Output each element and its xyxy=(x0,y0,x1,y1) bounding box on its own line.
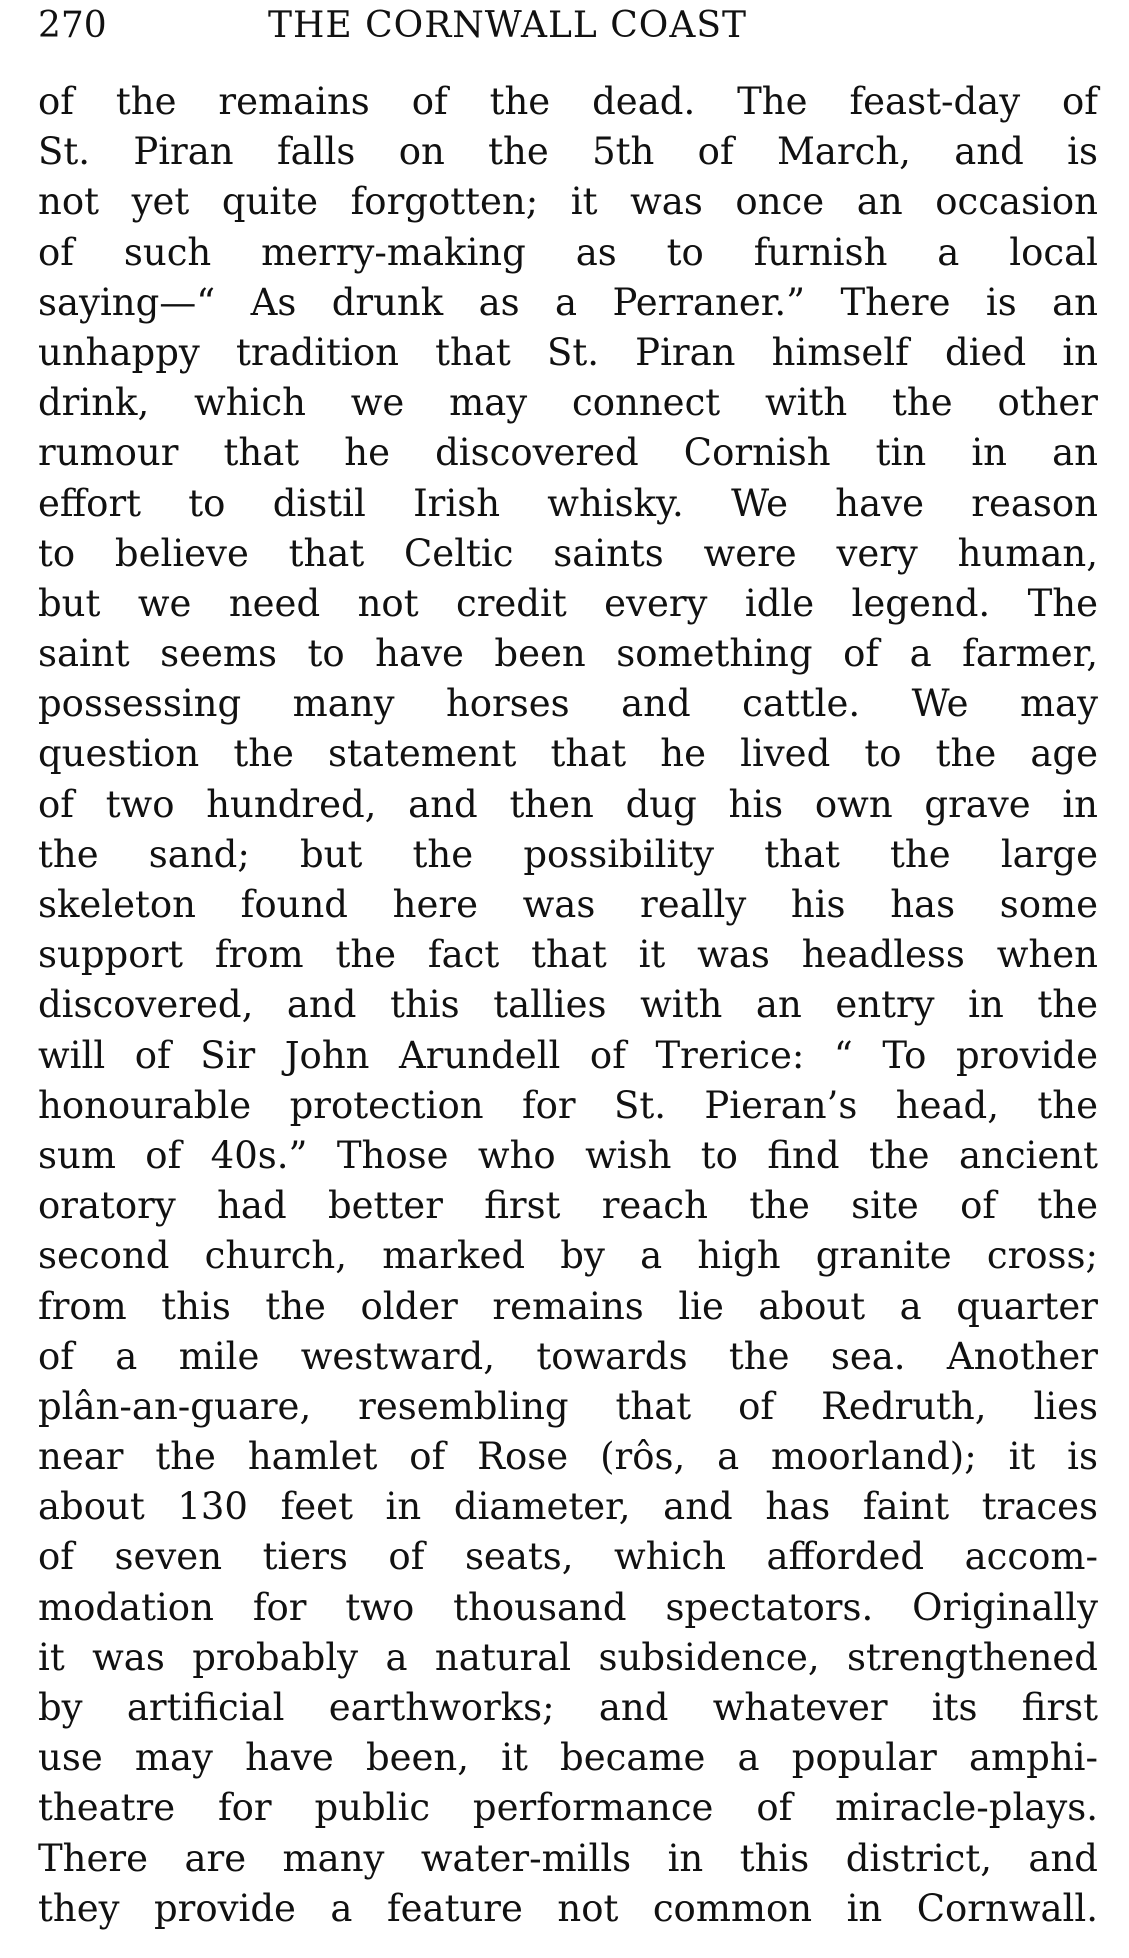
text-line: of two hundred, and then dug his own grave in xyxy=(38,782,1098,826)
text-line: they provide a feature not common in Cornwall. xyxy=(38,1886,1098,1930)
text-line: second church, marked by a high granite cross; xyxy=(38,1234,1098,1278)
text-line: rumour that he discovered Cornish tin in an xyxy=(38,431,1098,475)
text-line: not yet quite forgotten; it was once an occasion xyxy=(38,180,1098,224)
page-number: 270 xyxy=(38,5,107,46)
text-line: but we need not credit every idle legend. The xyxy=(38,581,1098,625)
text-line: the sand; but the possibility that the large xyxy=(38,832,1098,876)
text-line: about 130 feet in diameter, and has faint traces xyxy=(38,1485,1098,1529)
text-line: will of Sir John Arundell of Trerice: “ To provide xyxy=(38,1033,1098,1077)
text-line: it was probably a natural subsidence, strengthened xyxy=(38,1635,1098,1679)
running-head xyxy=(38,2,1098,50)
text-line: possessing many horses and cattle. We may xyxy=(38,682,1098,726)
text-line: saint seems to have been something of a farmer, xyxy=(38,632,1098,676)
running-title: THE CORNWALL COAST xyxy=(268,5,747,46)
text-line: honourable protection for St. Pieran’s head, the xyxy=(38,1083,1098,1127)
text-line: to believe that Celtic saints were very human, xyxy=(38,531,1098,575)
text-line: of seven tiers of seats, which afforded accom- xyxy=(38,1535,1098,1579)
text-line: of a mile westward, towards the sea. Another xyxy=(38,1334,1098,1378)
text-line: drink, which we may connect with the other xyxy=(38,381,1098,425)
text-line: oratory had better first reach the site of the xyxy=(38,1184,1098,1228)
text-line: theatre for public performance of miracle-plays. xyxy=(38,1786,1098,1830)
text-line: skeleton found here was really his has some xyxy=(38,883,1098,926)
text-line: sum of 40s.” Those who wish to find the ancient xyxy=(38,1133,1098,1177)
text-line: of the remains of the dead. The feast-day of xyxy=(38,80,1098,123)
text-line: support from the fact that it was headless when xyxy=(38,933,1098,977)
text-line: discovered, and this tallies with an entry in the xyxy=(38,983,1098,1027)
text-line: saying—“ As drunk as a Perraner.” There is an xyxy=(38,280,1098,324)
text-line: There are many water-mills in this district, and xyxy=(38,1836,1098,1880)
text-line: use may have been, it became a popular amphi- xyxy=(38,1736,1098,1780)
body-text xyxy=(38,77,1098,1934)
text-line: by artificial earthworks; and whatever its first xyxy=(38,1686,1098,1729)
text-line: plân-an-guare, resembling that of Redruth, lies xyxy=(38,1384,1098,1428)
text-line: St. Piran falls on the 5th of March, and is xyxy=(38,130,1098,174)
text-line: near the hamlet of Rose (rôs, a moorland); it is xyxy=(38,1435,1098,1479)
text-line: of such merry-making as to furnish a local xyxy=(38,230,1098,274)
text-line: modation for two thousand spectators. Originally xyxy=(38,1585,1098,1629)
text-line: question the statement that he lived to the age xyxy=(38,732,1098,776)
text-line: effort to distil Irish whisky. We have reason xyxy=(38,481,1098,525)
text-line: unhappy tradition that St. Piran himself died in xyxy=(38,330,1098,374)
text-line: from this the older remains lie about a quarter xyxy=(38,1284,1098,1328)
